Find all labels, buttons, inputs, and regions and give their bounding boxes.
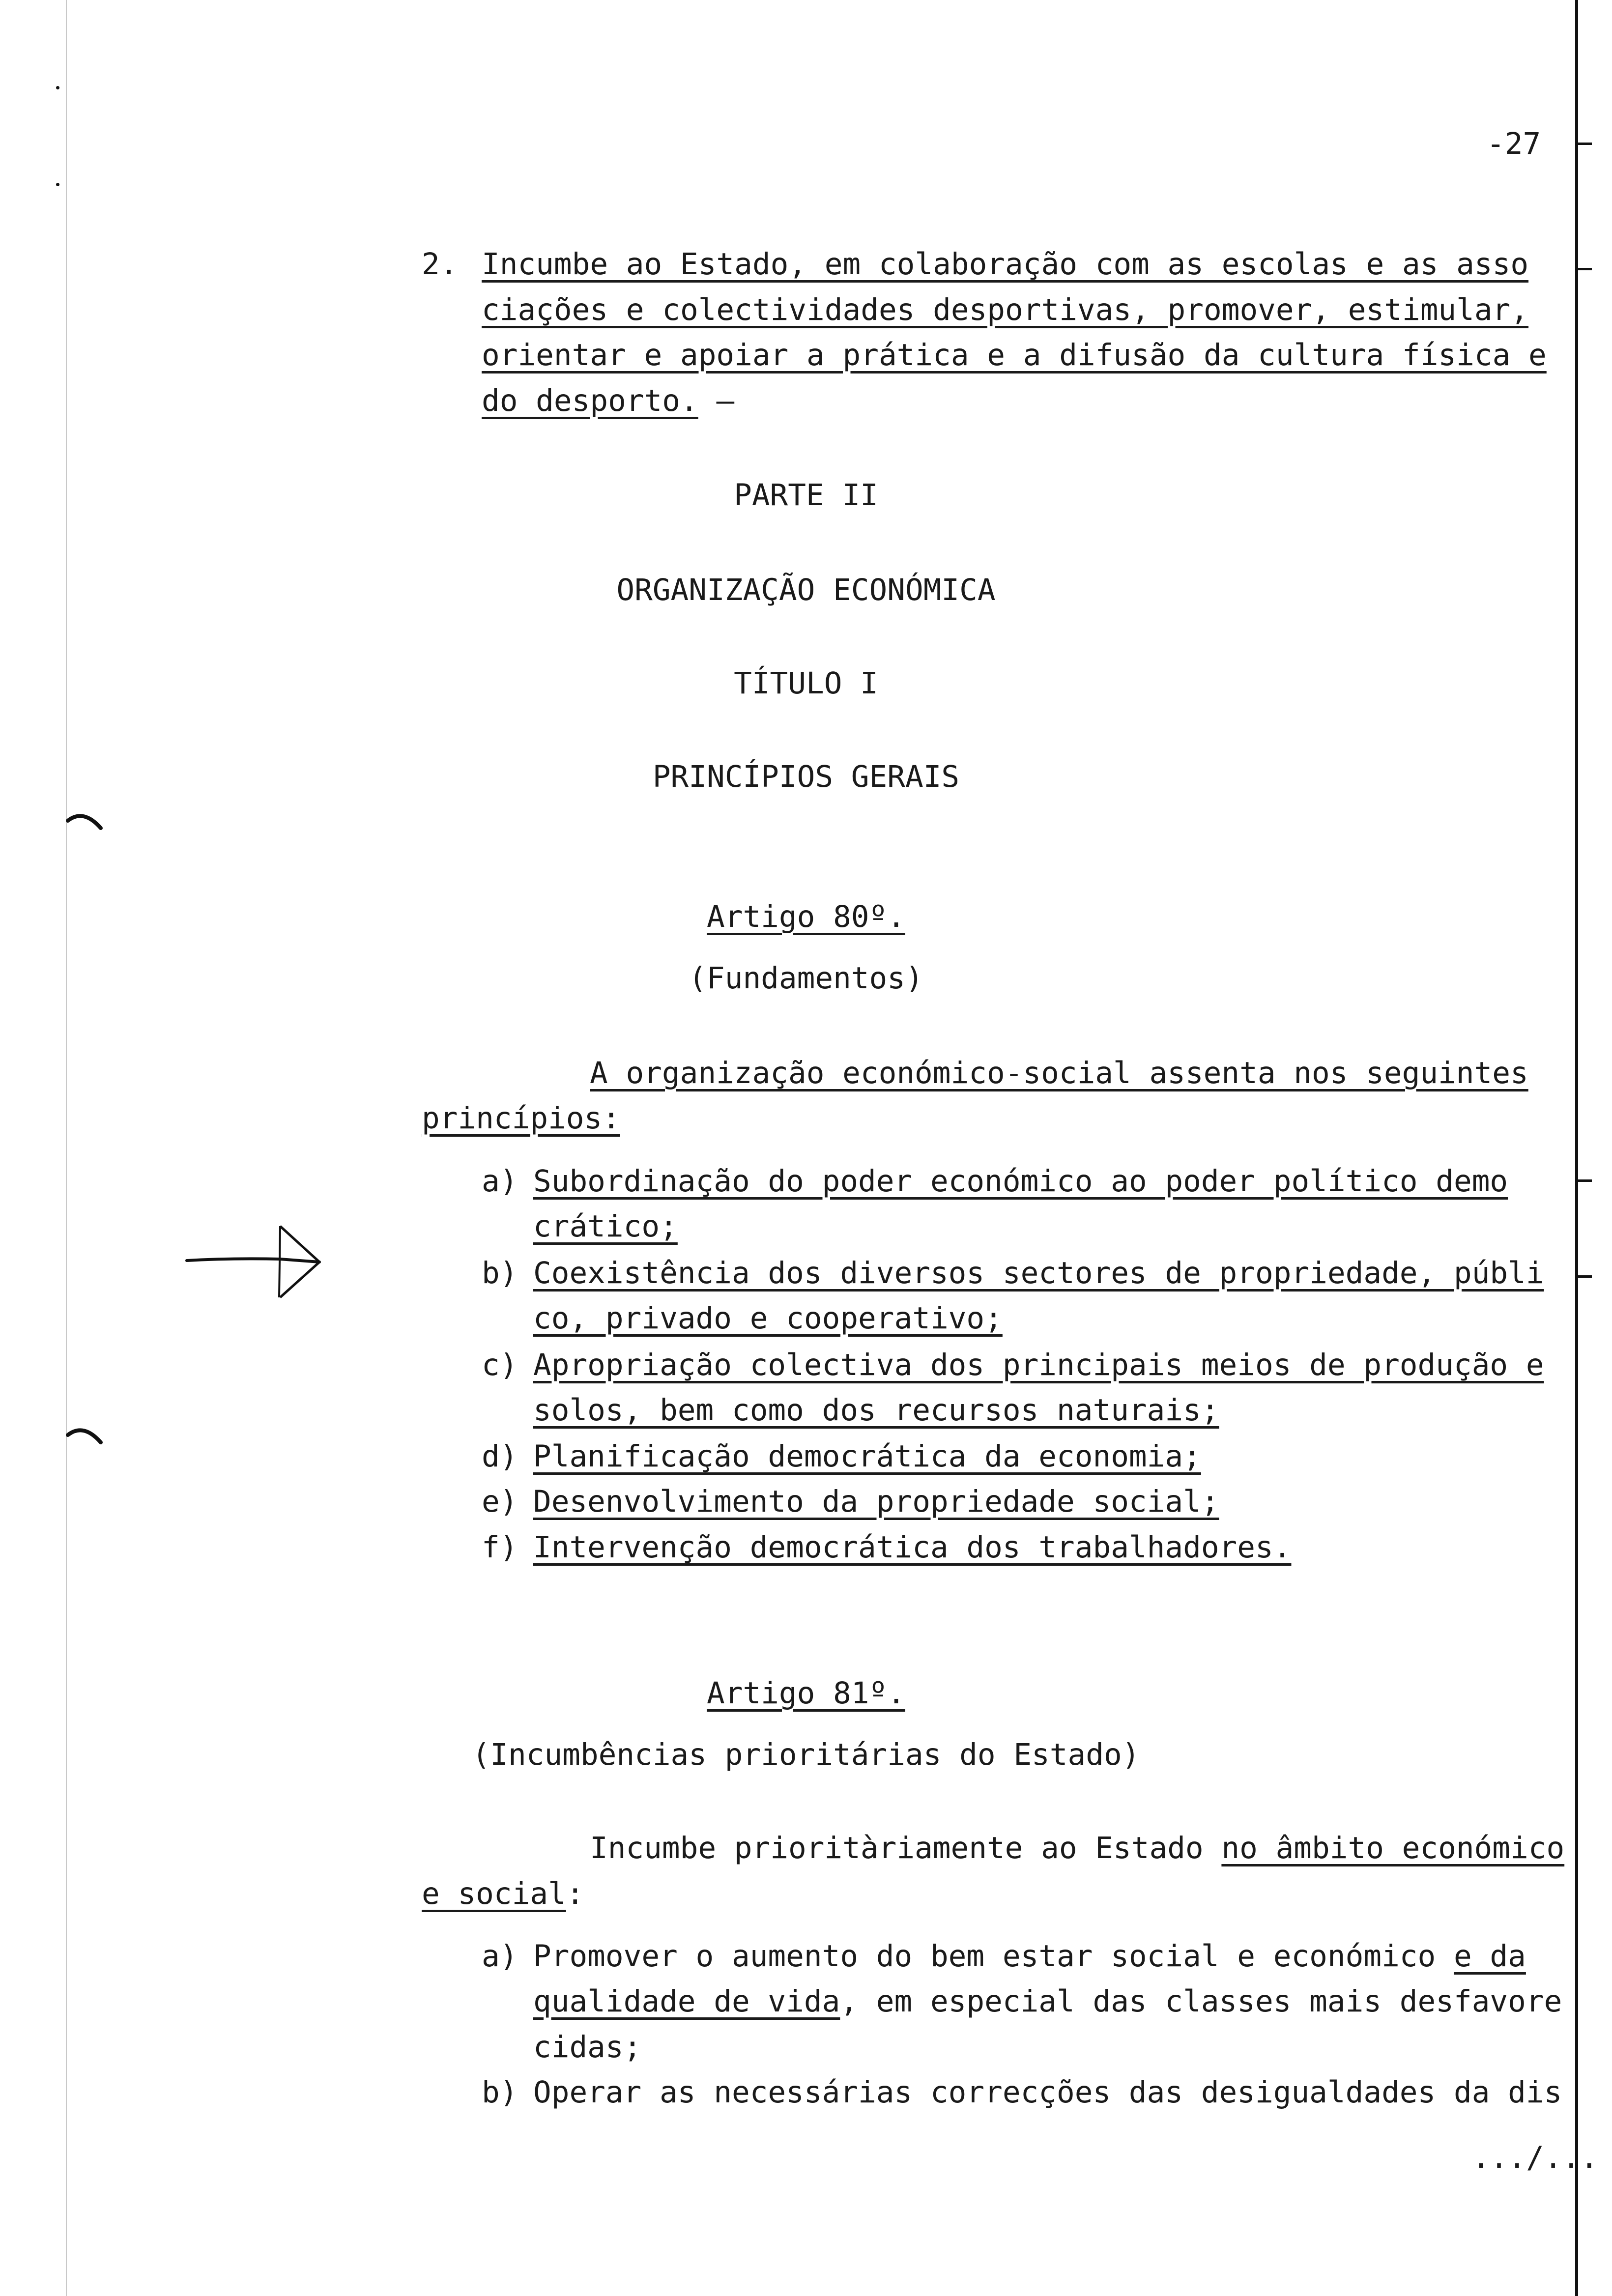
article-intro-underlined: no âmbito económico — [1221, 1831, 1565, 1866]
article-title — [0, 894, 1612, 940]
article-title-text: Artigo 80º. — [707, 899, 905, 934]
page-number: -27 — [1487, 126, 1541, 161]
article-intro — [422, 1871, 584, 1917]
list-item-text: Promover o aumento do bem estar social e económico — [533, 1939, 1454, 1974]
paragraph-line — [482, 378, 734, 424]
list-letter: f) — [482, 1530, 518, 1565]
list-item: Apropriação colectiva dos principais meios de produção e — [533, 1348, 1544, 1382]
article-intro-text: Incumbe prioritàriamente ao Estado — [590, 1831, 1222, 1866]
article-intro-text: : — [566, 1876, 584, 1911]
list-item: crático; — [533, 1209, 678, 1244]
article-intro: princípios: — [422, 1101, 620, 1136]
margin-rule-tick — [1578, 143, 1592, 145]
list-item-text: , em especial das classes mais desfavore — [840, 1984, 1562, 2019]
continuation-mark: .../... — [1472, 2140, 1599, 2175]
list-letter: c) — [482, 1348, 518, 1382]
list-item: Planificação democrática da economia; — [533, 1439, 1201, 1474]
handwritten-arrow-icon — [182, 1219, 329, 1307]
article-title — [0, 1671, 1612, 1716]
list-item-underlined: qualidade de vida — [533, 1984, 840, 2019]
list-letter: a) — [482, 1939, 518, 1974]
list-item: Coexistência dos diversos sectores de propriedade, públi — [533, 1256, 1544, 1291]
scan-dot — [56, 86, 59, 89]
list-item — [533, 1979, 1562, 2024]
list-letter: a) — [482, 1164, 518, 1199]
paragraph-line: ciações e colectividades desportivas, promover, estimular, — [482, 292, 1529, 327]
list-letter: b) — [482, 1256, 518, 1291]
part-heading: PARTE II — [734, 478, 878, 513]
article-intro: A organização económico-social assenta nos seguintes — [590, 1056, 1528, 1091]
list-item: co, privado e cooperativo; — [533, 1301, 1003, 1336]
list-item-underlined: e da — [1453, 1939, 1526, 1974]
paragraph-line: orientar e apoiar a prática e a difusão da cultura física e — [482, 338, 1547, 373]
article-subtitle: (Incumbências prioritárias do Estado) — [472, 1737, 1140, 1772]
list-item: cidas; — [533, 2030, 642, 2065]
margin-rule-tick — [1578, 1275, 1592, 1278]
list-item: Subordinação do poder económico ao poder político demo — [533, 1164, 1508, 1199]
paragraph-end-mark: — — [716, 383, 735, 418]
article-subtitle: (Fundamentos) — [689, 961, 923, 996]
section-heading: ORGANIZAÇÃO ECONÓMICA — [616, 573, 996, 607]
chapter-heading: PRINCÍPIOS GERAIS — [652, 759, 960, 794]
list-item: Operar as necessárias correcções das desigualdades da dis — [533, 2075, 1562, 2110]
article-intro-underlined: e social — [422, 1876, 566, 1911]
paragraph-number: 2. — [422, 247, 458, 282]
list-item — [533, 1934, 1526, 1979]
title-heading: TÍTULO I — [734, 666, 878, 701]
article-title-text: Artigo 81º. — [707, 1676, 905, 1711]
paragraph-line: Incumbe ao Estado, em colaboração com as escolas e as asso — [482, 247, 1529, 282]
scan-dot — [56, 183, 59, 186]
list-item: solos, bem como dos recursos naturais; — [533, 1393, 1219, 1428]
margin-rule-tick — [1578, 1179, 1592, 1182]
punch-hole-arc-icon — [64, 806, 108, 840]
list-letter: b) — [482, 2075, 518, 2110]
paragraph-line-text: do desporto. — [482, 383, 698, 418]
punch-hole-arc-icon — [64, 1420, 108, 1455]
article-intro — [590, 1826, 1564, 1871]
list-item: Intervenção democrática dos trabalhadores. — [533, 1530, 1292, 1565]
list-item: Desenvolvimento da propriedade social; — [533, 1484, 1219, 1519]
list-letter: e) — [482, 1484, 518, 1519]
left-binding-line — [66, 0, 67, 2296]
margin-rule — [1575, 0, 1578, 2296]
list-letter: d) — [482, 1439, 518, 1474]
margin-rule-tick — [1578, 268, 1592, 270]
